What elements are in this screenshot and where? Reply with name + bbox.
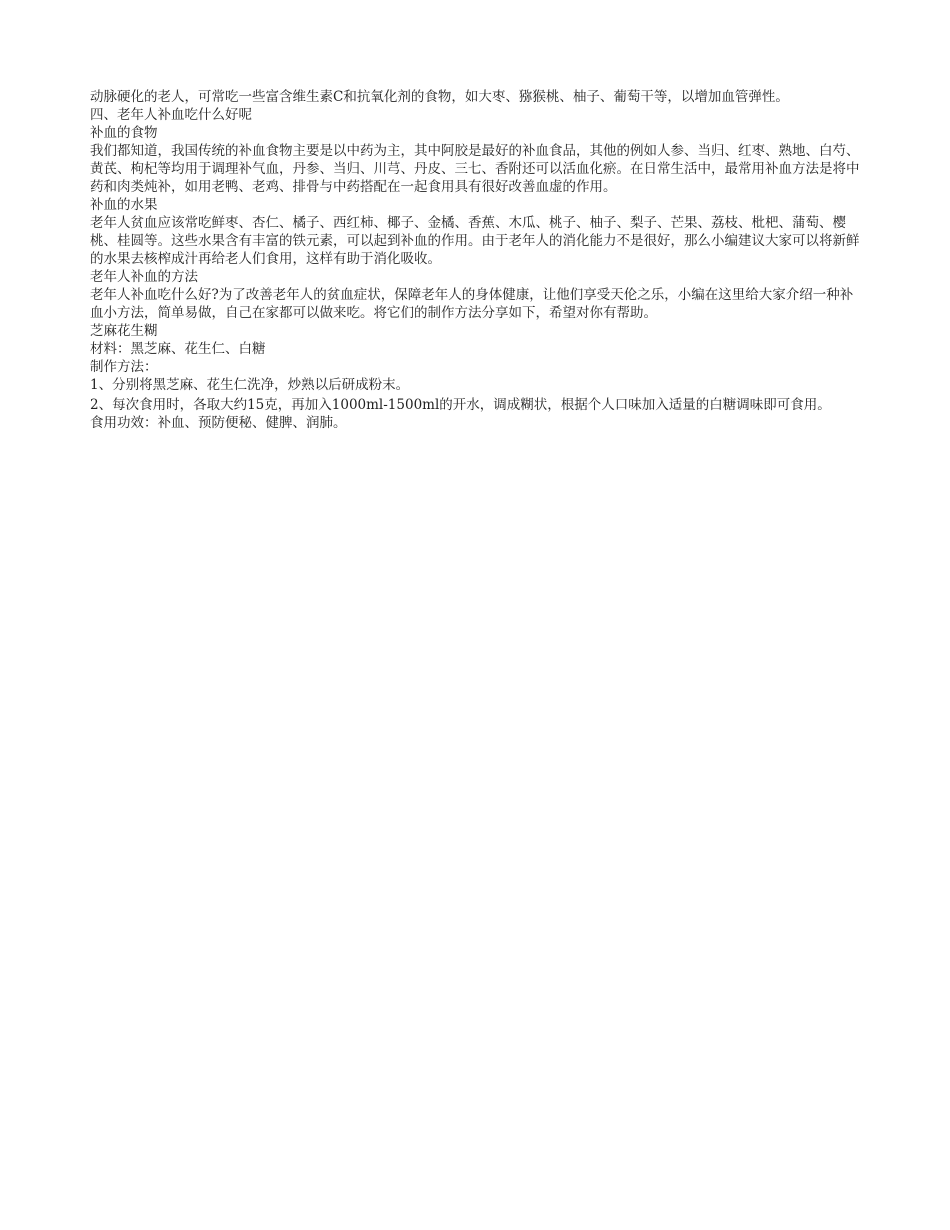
section-heading-elderly-blood-tonic: 四、老年人补血吃什么好呢 (90, 107, 252, 123)
document-body (90, 88, 860, 432)
recipe-ingredients: 材料：黑芝麻、花生仁、白糖 (90, 341, 266, 357)
recipe-title: 芝麻花生糊 (90, 323, 158, 339)
paragraph-arteriosclerosis-diet: 动脉硬化的老人，可常吃一些富含维生素C和抗氧化剂的食物，如大枣、猕猴桃、柚子、葡萄干等，以增加血管弹性。 (90, 89, 789, 105)
paragraph-blood-tonic-fruits: 老年人贫血应该常吃鲜枣、杏仁、橘子、西红柿、椰子、金橘、香蕉、木瓜、桃子、柚子、梨子、芒果、荔枝、枇杷、蒲萄、樱桃、桂圆等。这些水果含有丰富的铁元素，可以起到补血的作用。由于老年人的消化能力不是很好，那么小编建议大家可以将新鲜的水果去核榨成汁再给老人们食用，这样有助于消化吸收。 (90, 215, 860, 267)
recipe-step-2: 2、每次食用时，各取大约15克，再加入1000ml-1500ml的开水，调成糊状，根据个人口味加入适量的白糖调味即可食用。 (90, 397, 831, 413)
recipe-step-1: 1、分别将黑芝麻、花生仁洗净，炒熟以后研成粉末。 (90, 377, 410, 393)
subheading-blood-tonic-foods: 补血的食物 (90, 125, 158, 141)
subheading-blood-tonic-fruits: 补血的水果 (90, 197, 158, 213)
paragraph-blood-tonic-foods: 我们都知道，我国传统的补血食物主要是以中药为主，其中阿胶是最好的补血食品，其他的例如人参、当归、红枣、熟地、白芍、黄芪、枸杞等均用于调理补气血，丹参、当归、川芎、丹皮、三七、香附还可以活血化瘀。在日常生活中，最常用补血方法是将中药和肉类炖补，如用老鸭、老鸡、排骨与中药搭配在一起食用具有很好改善血虚的作用。 (90, 143, 860, 195)
paragraph-blood-tonic-methods: 老年人补血吃什么好?为了改善老年人的贫血症状，保障老年人的身体健康，让他们享受天伦之乐，小编在这里给大家介绍一种补血小方法，简单易做，自己在家都可以做来吃。将它们的制作方法分享如下，希望对你有帮助。 (90, 287, 854, 321)
recipe-method-label: 制作方法： (90, 359, 158, 375)
subheading-blood-tonic-methods: 老年人补血的方法 (90, 269, 198, 285)
recipe-benefits: 食用功效：补血、预防便秘、健脾、润肺。 (90, 415, 347, 431)
